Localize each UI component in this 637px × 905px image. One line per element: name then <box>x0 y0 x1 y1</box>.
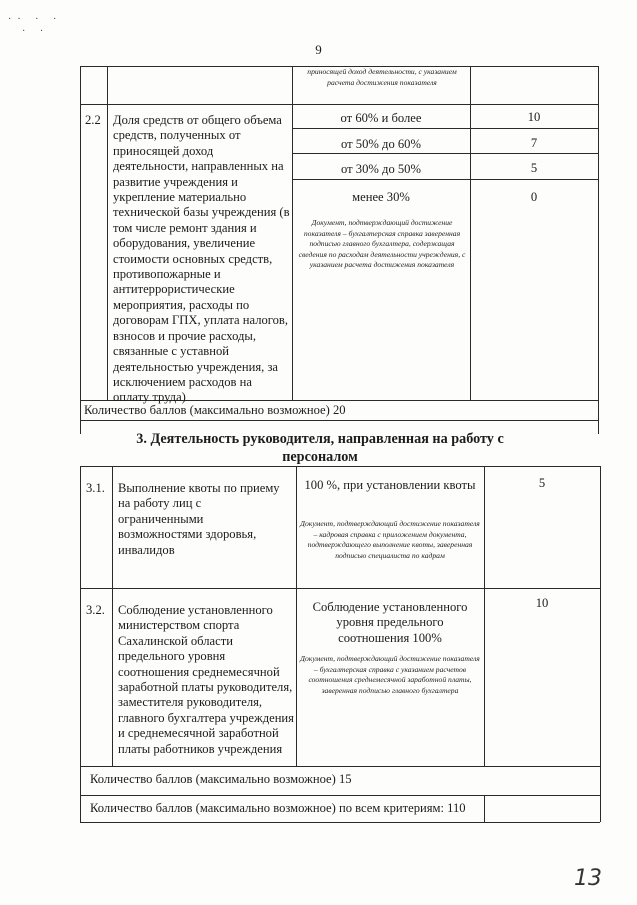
document-note: Документ, подтверждающий достижение показателя – бухгалтерская справка заверенная подписью главного бухгалтера, содержащая сведения по расходам деятельности учреждения, с указанием расчета достижения показателя <box>298 218 466 270</box>
max-points-total-row: Количество баллов (максимально возможное) по всем критериям: 110 <box>90 801 466 815</box>
handwritten-page-mark: 13 <box>574 866 602 891</box>
condition-text: 100 %, при установлении квоты <box>304 478 476 492</box>
document-note: Документ, подтверждающий достижение показателя – кадровая справка с приложением документа, подтверждающего выполнение квоты, заверенная подписью специалиста по кадрам <box>300 519 480 560</box>
condition-text: менее 30% <box>352 190 410 204</box>
condition-text: от 30% до 50% <box>341 162 421 176</box>
points-value: 5 <box>530 161 538 175</box>
document-note: Документ, подтверждающий достижение показателя – бухгалтерская справка с указанием расчетов соотношения среднемесячной заработной платы, заверенная подписью главного бухгалтера <box>300 654 480 695</box>
criterion-text: Доля средств от общего объема средств, полученных от приносящей доход деятельности, направленных на развитие учреждения и укрепление материально технической базы учреждения (в том числе ремонт здания и оборудования, увеличение стоимости основных средств, противопожарные и антитеррористические мероприятия, расходы по договорам ГПХ, уплата налогов, взносов и прочие расходы, связанные с уставной деятельностью учреждения, за исключением расходов на оплату труда) <box>113 113 290 405</box>
section-title: 3. Деятельность руководителя, направленная на работу с персоналом <box>136 431 504 465</box>
row-number: 3.1. <box>86 481 105 495</box>
max-points-row: Количество баллов (максимально возможное) 20 <box>84 403 346 417</box>
top-row-note: приносящей доход деятельности, с указанием расчета достижения показателя <box>307 67 457 87</box>
condition-text: от 60% и более <box>340 111 422 125</box>
row-number: 3.2. <box>86 603 105 617</box>
points-value: 0 <box>530 190 538 204</box>
scan-dots: · · <box>22 26 50 37</box>
points-value: 10 <box>535 596 549 610</box>
scan-dots: ·· · · <box>8 14 63 25</box>
points-value: 7 <box>530 136 538 150</box>
criterion-text: Соблюдение установленного министерством спорта Сахалинской области предельного уровня соотношения среднемесячной заработной платы руководителя, заместителя руководителя, главного бухгалтера учреждения и среднемесячной заработной платы работников учреждения <box>118 603 294 756</box>
row-number: 2.2 <box>85 113 101 127</box>
condition-text: Соблюдение установленного уровня предельного соотношения 100% <box>312 600 468 645</box>
points-value: 5 <box>538 476 546 490</box>
page-number: 9 <box>315 42 322 57</box>
criterion-text: Выполнение квоты по приему на работу лиц с ограниченными возможностями здоровья, инвалидов <box>118 481 280 557</box>
max-points-row: Количество баллов (максимально возможное) 15 <box>90 772 352 786</box>
points-value: 10 <box>527 110 541 124</box>
condition-text: от 50% до 60% <box>341 137 421 151</box>
